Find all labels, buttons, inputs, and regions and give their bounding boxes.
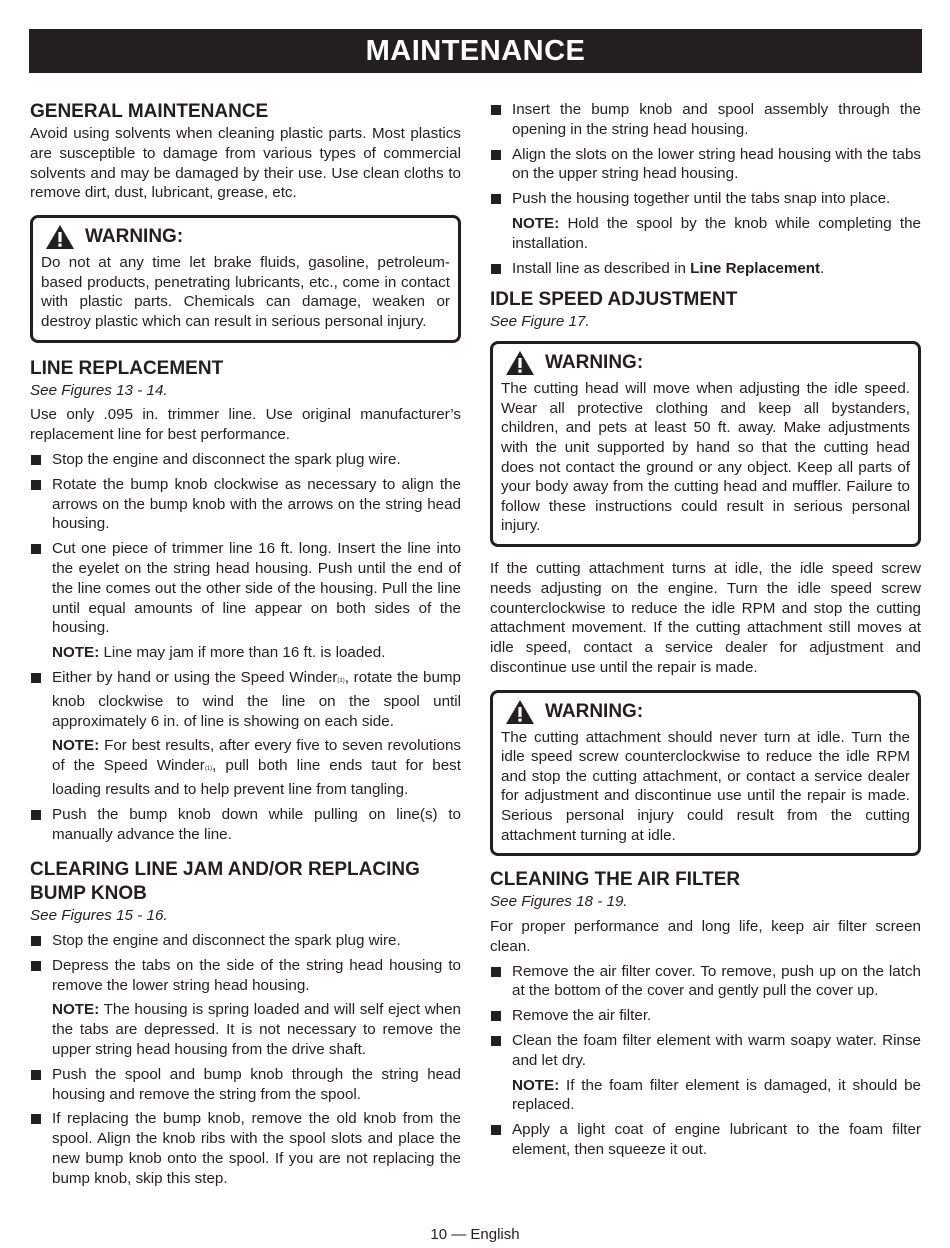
air-filter-steps	[490, 962, 921, 1071]
warning-label: WARNING:	[85, 226, 184, 248]
list-item: Rotate the bump knob clockwise as necessary to align the arrows on the bump knob with the arrows on the string head housing.	[30, 475, 461, 534]
warning-triangle-icon	[505, 699, 535, 725]
warning-header	[41, 224, 450, 250]
warning-text: The cutting head will move when adjusting the idle speed. Wear all protective clothing and keep all bystanders, children, and pets at least 50 ft. away. Make adjustments with the unit supported by hand so that the cutting head does not contact the ground or any object. Keep all parts of your body away from the cutting head and muffler. Failure to follow these instructions could result in serious personal injury.	[501, 380, 910, 535]
clearing-figure-ref: See Figures 15 - 16.	[30, 907, 168, 925]
note-text: For best results, after every five to seven revolutions of the Speed Winder	[52, 737, 461, 775]
trademark-mark: (1)	[337, 677, 345, 684]
general-maintenance-text: Avoid using solvents when cleaning plastic parts. Most plastics are susceptible to damage from various types of commercial solvents and may be damaged by their use. Use clean cloths to remove dirt, dust, lubricant, grease, etc.	[30, 125, 461, 202]
page-banner: MAINTENANCE	[29, 29, 922, 73]
list-item-text: Install line as described in	[512, 259, 691, 277]
warning-header	[501, 699, 910, 725]
clearing-steps-continued	[490, 100, 921, 209]
air-filter-figure-ref: See Figures 18 - 19.	[490, 893, 628, 911]
note-text: The housing is spring loaded and will self eject when the tabs are depressed. It is not necessary to remove the upper string head housing from the drive shaft.	[52, 1001, 461, 1059]
list-item: Push the bump knob down while pulling on line(s) to manually advance the line.	[30, 805, 461, 845]
note-label: NOTE:	[52, 737, 100, 755]
list-item: Apply a light coat of engine lubricant to the foam filter element, then squeeze it out.	[490, 1120, 921, 1160]
idle-speed-figure-ref: See Figure 17.	[490, 313, 590, 331]
warning-label: WARNING:	[545, 700, 644, 722]
list-item-text: .	[820, 259, 825, 277]
idle-speed-text: If the cutting attachment turns at idle, the idle speed screw needs adjusting on the engine. Turn the idle speed screw counterclockwise to reduce the idle RPM and stop the cutting attachment movement. If the cutting attachment still moves at idle speed, contact a service dealer for adjustment and discontinue use until the repair is made.	[490, 559, 921, 676]
note-label: NOTE:	[52, 1001, 100, 1019]
list-item: Remove the air filter cover. To remove, push up on the latch at the bottom of the cover and gently pull the cover up.	[490, 962, 921, 1002]
right-column	[490, 100, 921, 1160]
list-item: Depress the tabs on the side of the string head housing to remove the lower string head housing.	[30, 956, 461, 996]
note	[490, 214, 921, 254]
list-item-text: , rotate the bump knob clockwise to wind the line on the spool until approximately 6 in. of line is showing on each side.	[52, 668, 461, 730]
air-filter-intro: For proper performance and long life, keep air filter screen clean.	[490, 918, 921, 955]
note	[30, 1000, 461, 1059]
list-item: Stop the engine and disconnect the spark plug wire.	[30, 931, 461, 951]
clearing-steps-cont	[30, 1065, 461, 1189]
warning-header	[501, 350, 910, 376]
warning-box-plastics	[30, 215, 461, 342]
page-footer: 10 — English	[430, 1226, 520, 1243]
list-item: Remove the air filter.	[490, 1006, 921, 1026]
note	[30, 736, 461, 799]
note-label: NOTE:	[52, 644, 100, 662]
list-item: Align the slots on the lower string head housing with the tabs on the upper string head housing.	[490, 145, 921, 185]
list-item: Stop the engine and disconnect the spark plug wire.	[30, 450, 461, 470]
line-replacement-intro: Use only .095 in. trimmer line. Use original manufacturer’s replacement line for best performance.	[30, 406, 461, 444]
line-replacement-figure-ref: See Figures 13 - 14.	[30, 381, 168, 399]
note-text: Line may jam if more than 16 ft. is loaded.	[99, 644, 386, 662]
list-item: If replacing the bump knob, remove the old knob from the spool. Align the knob ribs with the spool slots and place the new bump knob onto the spool. If you are not replacing the bump knob, skip this step.	[30, 1109, 461, 1188]
note	[490, 1076, 921, 1116]
line-replacement-heading: LINE REPLACEMENT	[30, 357, 224, 379]
note-text: , pull both line ends taut for best loading results and to help prevent line from tangling.	[52, 757, 461, 798]
left-column	[30, 100, 461, 1189]
list-item: Clean the foam filter element with warm soapy water. Rinse and let dry.	[490, 1031, 921, 1071]
line-replacement-steps-cont	[30, 668, 461, 731]
warning-triangle-icon	[45, 224, 75, 250]
warning-text: Do not at any time let brake fluids, gasoline, petroleum-based products, penetrating lubricants, etc., come in contact with plastic parts. Chemicals can damage, weaken or destroy plastic which can result in serious personal injury.	[41, 254, 450, 330]
note-label: NOTE:	[512, 214, 560, 232]
clearing-steps-final	[490, 259, 921, 279]
list-item	[490, 259, 921, 279]
line-replacement-steps	[30, 450, 461, 638]
air-filter-steps-cont	[490, 1120, 921, 1160]
list-item-text: Either by hand or using the Speed Winder	[52, 668, 338, 686]
note-text: If the foam filter element is damaged, it should be replaced.	[512, 1076, 921, 1114]
warning-triangle-icon	[505, 350, 535, 376]
line-replacement-steps-end	[30, 805, 461, 845]
air-filter-heading: CLEANING THE AIR FILTER	[490, 869, 741, 891]
list-item: Cut one piece of trimmer line 16 ft. long. Insert the line into the eyelet on the string head housing. Push until the end of the line comes out the other side of the housing. Pull the line until equal amounts of line appear on both sides of the housing.	[30, 539, 461, 638]
general-maintenance-heading: GENERAL MAINTENANCE	[30, 101, 269, 122]
note-text: Hold the spool by the knob while completing the installation.	[512, 214, 921, 252]
cross-reference: Line Replacement	[690, 259, 821, 277]
note-label: NOTE:	[512, 1076, 560, 1094]
list-item	[30, 668, 461, 731]
warning-text: The cutting attachment should never turn at idle. Turn the idle speed screw counterclockwise to reduce the idle RPM and stop the cutting attachment, or contact a service dealer for adjustment and discontinue use until the repair is made. Serious personal injury could result from the cutting attachment turning at idle.	[501, 728, 910, 844]
list-item: Push the housing together until the tabs snap into place.	[490, 189, 921, 209]
warning-box-idle-attachment	[490, 690, 921, 857]
warning-label: WARNING:	[545, 352, 644, 374]
list-item: Insert the bump knob and spool assembly through the opening in the string head housing.	[490, 100, 921, 140]
clearing-steps	[30, 931, 461, 995]
clearing-line-jam-heading: CLEARING LINE JAM AND/OR REPLACING BUMP KNOB	[30, 859, 420, 905]
note	[30, 643, 461, 663]
idle-speed-heading: IDLE SPEED ADJUSTMENT	[490, 289, 738, 311]
warning-box-idle	[490, 341, 921, 547]
list-item: Push the spool and bump knob through the string head housing and remove the string from the spool.	[30, 1065, 461, 1105]
trademark-mark: (1)	[204, 766, 213, 773]
